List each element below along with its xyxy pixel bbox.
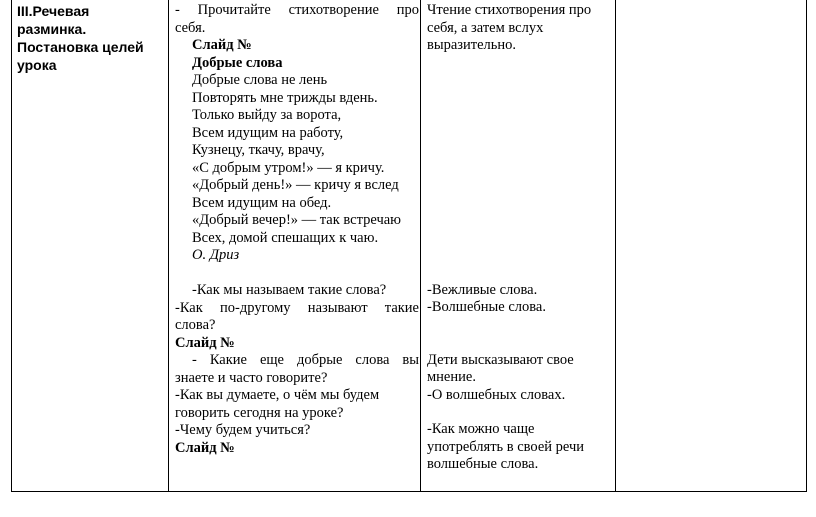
instruction-text: себя. [175,19,206,36]
stage-cell [17,2,167,74]
answer-text: Чтение стихотворения про [427,2,592,18]
poem-line: Кузнецу, ткачу, врачу, [192,142,325,158]
stage-heading-line: Постановка целей [17,39,144,55]
poem-title: Добрые слова [192,54,283,71]
question-text: -Как по-другому называют такие [175,299,419,316]
question-text: -Чему будем учиться? [175,422,311,438]
teacher-activity-cell [175,2,419,457]
slide-label: Слайд № [175,439,235,456]
question-text: знаете и часто говорите? [175,369,328,386]
answer-text: мнение. [427,369,476,385]
poem-line: Всем идущим на работу, [192,124,344,141]
slide-label: Слайд № [175,334,235,351]
poem-line: Всем идущим на обед. [192,194,332,211]
stage-heading-line: урока [17,57,57,73]
answer-text: себя, а затем вслух [427,19,544,36]
answer-text: выразительно. [427,37,517,53]
answer-text: -Волшебные слова. [427,299,546,315]
stage-heading-line: разминка. [17,21,87,37]
instruction-text: - Прочитайте стихотворение про [175,2,419,18]
poem-line: Всех, домой спешащих к чаю. [192,229,379,246]
slide-label: Слайд № [192,37,252,53]
poem-line: Повторять мне трижды вдень. [192,89,378,106]
question-text: - Какие еще добрые слова вы [192,352,419,368]
answer-text: волшебные слова. [427,456,539,472]
question-text: говорить сегодня на уроке? [175,404,344,421]
student-activity-cell [427,2,617,474]
poem-author: О. Дриз [192,247,240,263]
column-divider [168,0,169,491]
poem-line: «Добрый день!» — кричу я вслед [192,177,399,193]
poem-line: Только выйду за ворота, [192,107,342,123]
answer-text: -Как можно чаще [427,421,535,437]
lesson-table [11,0,807,492]
question-text: -Как мы называем такие слова? [192,282,387,298]
column-divider [420,0,421,491]
answer-text: -Вежливые слова. [427,281,538,298]
answer-text: -О волшебных словах. [427,386,566,403]
poem-line: «Добрый вечер!» — так встречаю [192,212,402,228]
answer-text: употреблять в своей речи [427,438,585,455]
poem-line: «С добрым утром!» — я кричу. [192,159,385,176]
question-text: -Как вы думаете, о чём мы будем [175,387,380,403]
question-text: слова? [175,317,216,333]
answer-text: Дети высказывают свое [427,351,574,368]
poem-line: Добрые слова не лень [192,72,328,88]
stage-heading-line: III.Речевая [17,3,90,19]
